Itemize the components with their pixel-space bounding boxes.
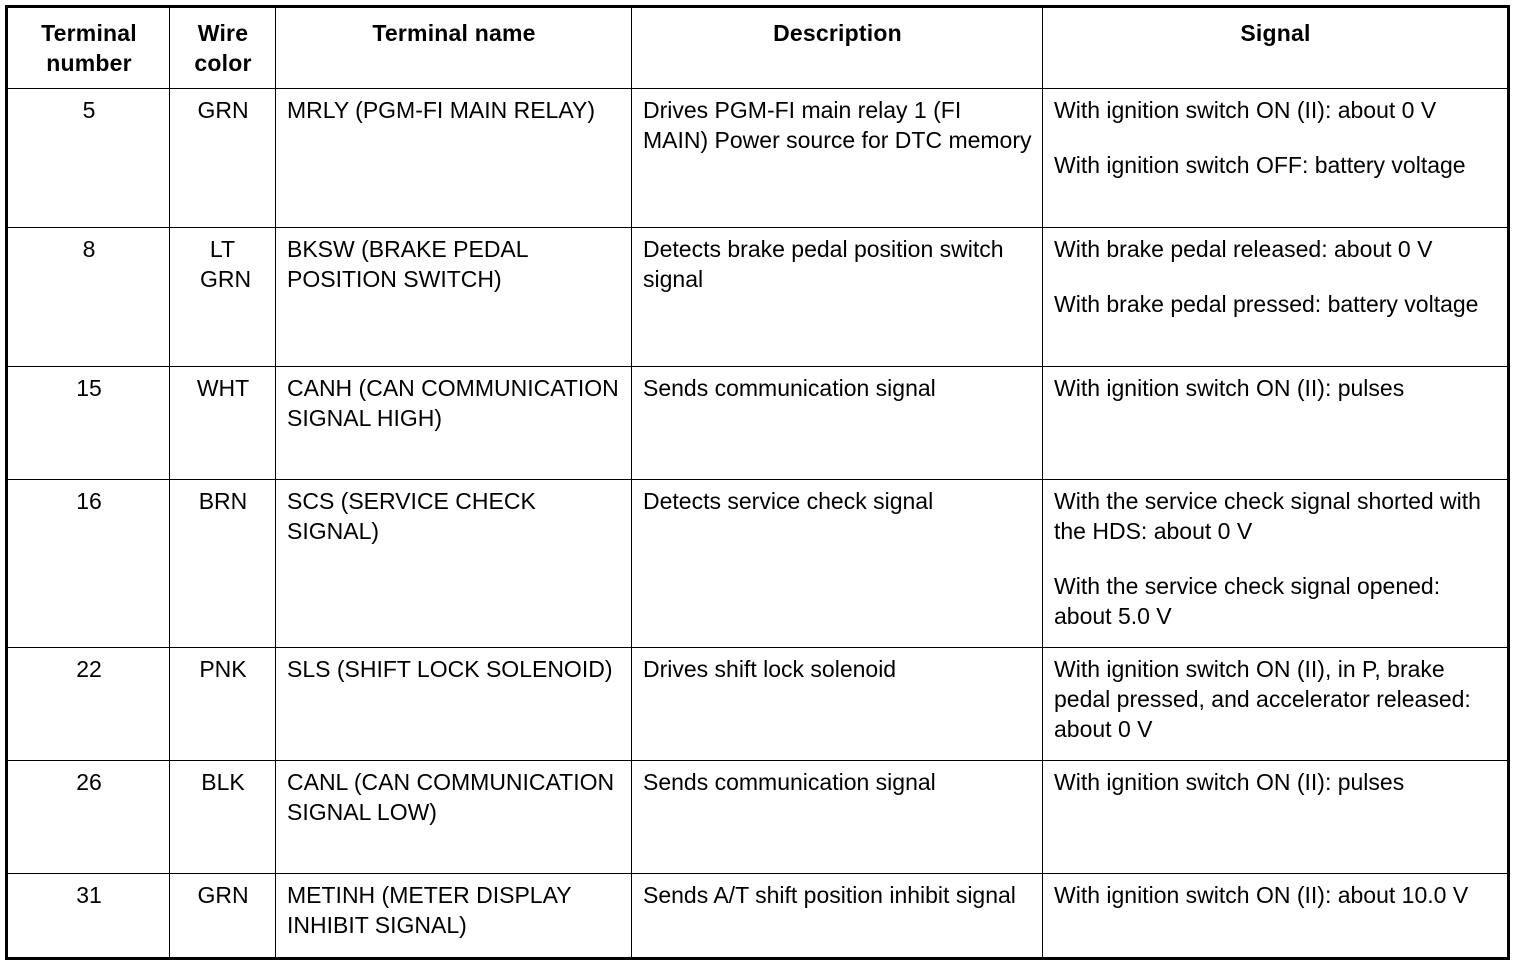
signal-line: With the service check signal shorted with the HDS: about 0 V — [1054, 488, 1481, 544]
terminal-table-container — [5, 5, 1510, 960]
table-row — [7, 761, 1509, 874]
wire-color-cell: LT GRN — [170, 228, 276, 367]
description-cell: Drives shift lock solenoid — [632, 648, 1043, 761]
signal-line: With ignition switch OFF: battery voltage — [1054, 152, 1466, 178]
terminal-number-cell: 31 — [7, 874, 170, 959]
table-header-row — [7, 7, 1509, 89]
terminal-number-cell: 22 — [7, 648, 170, 761]
signal-cell — [1043, 874, 1509, 959]
table-row — [7, 367, 1509, 480]
terminal-name-cell: BKSW (BRAKE PEDAL POSITION SWITCH) — [276, 228, 632, 367]
signal-cell — [1043, 648, 1509, 761]
terminal-name-cell: MRLY (PGM-FI MAIN RELAY) — [276, 89, 632, 228]
signal-line: With ignition switch ON (II): pulses — [1054, 769, 1405, 795]
terminal-number-cell: 15 — [7, 367, 170, 480]
header-description: Description — [632, 7, 1043, 89]
table-row — [7, 480, 1509, 648]
description-cell: Drives PGM-FI main relay 1 (FI MAIN) Power source for DTC memory — [632, 89, 1043, 228]
signal-cell — [1043, 480, 1509, 648]
signal-line: With the service check signal opened: about 5.0 V — [1054, 573, 1441, 629]
terminal-number-cell: 26 — [7, 761, 170, 874]
description-cell: Sends communication signal — [632, 367, 1043, 480]
terminal-name-cell: METINH (METER DISPLAY INHIBIT SIGNAL) — [276, 874, 632, 959]
description-cell: Sends communication signal — [632, 761, 1043, 874]
wire-color-cell: BLK — [170, 761, 276, 874]
signal-line: With ignition switch ON (II): about 10.0 V — [1054, 882, 1469, 908]
signal-line: With brake pedal pressed: battery voltage — [1054, 291, 1479, 317]
table-row — [7, 89, 1509, 228]
signal-cell — [1043, 761, 1509, 874]
header-terminal-number: Terminal number — [7, 7, 170, 89]
table-row — [7, 648, 1509, 761]
description-cell: Sends A/T shift position inhibit signal — [632, 874, 1043, 959]
wire-color-cell: WHT — [170, 367, 276, 480]
wire-color-cell: GRN — [170, 874, 276, 959]
terminal-number-cell: 16 — [7, 480, 170, 648]
terminal-name-cell: SLS (SHIFT LOCK SOLENOID) — [276, 648, 632, 761]
signal-line: With ignition switch ON (II): pulses — [1054, 375, 1405, 401]
terminal-name-cell: SCS (SERVICE CHECK SIGNAL) — [276, 480, 632, 648]
header-terminal-name: Terminal name — [276, 7, 632, 89]
wire-color-cell: BRN — [170, 480, 276, 648]
table-row — [7, 874, 1509, 959]
header-wire-color: Wire color — [170, 7, 276, 89]
terminal-number-cell: 8 — [7, 228, 170, 367]
table-row — [7, 228, 1509, 367]
terminal-number-cell: 5 — [7, 89, 170, 228]
terminal-table — [5, 5, 1510, 960]
signal-line: With brake pedal released: about 0 V — [1054, 236, 1433, 262]
header-signal: Signal — [1043, 7, 1509, 89]
terminal-name-cell: CANL (CAN COMMUNICATION SIGNAL LOW) — [276, 761, 632, 874]
signal-cell — [1043, 228, 1509, 367]
signal-line: With ignition switch ON (II): about 0 V — [1054, 97, 1437, 123]
description-cell: Detects service check signal — [632, 480, 1043, 648]
signal-cell — [1043, 367, 1509, 480]
wire-color-cell: PNK — [170, 648, 276, 761]
signal-cell — [1043, 89, 1509, 228]
description-cell: Detects brake pedal position switch signal — [632, 228, 1043, 367]
signal-line: With ignition switch ON (II), in P, brake pedal pressed, and accelerator released: about 0 V — [1054, 656, 1471, 742]
terminal-name-cell: CANH (CAN COMMUNICATION SIGNAL HIGH) — [276, 367, 632, 480]
wire-color-cell: GRN — [170, 89, 276, 228]
